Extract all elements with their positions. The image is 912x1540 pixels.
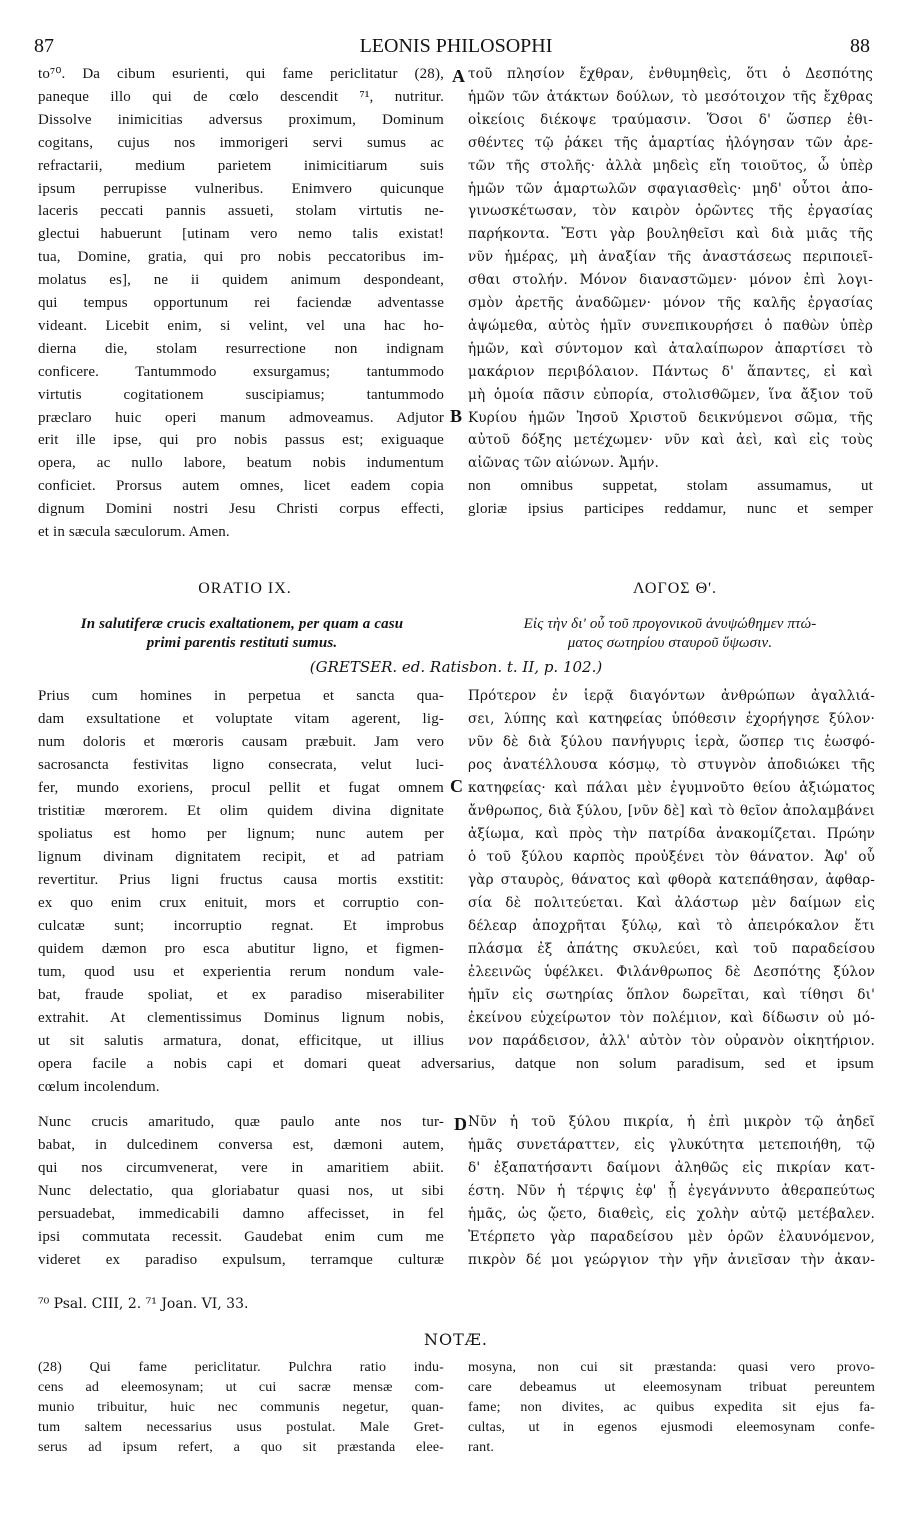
latin-text-line: molatus es], ne ii quidem animum despondeant, — [38, 272, 444, 289]
page-number-left: 87 — [34, 35, 54, 57]
latin-text-line: spoliatus est homo per lignum; nunc autem per — [38, 826, 444, 842]
greek-text-line: ἡμῶν τῶν ἀτάκτων δούλων, τὸ μεσότοιχον τῆς ἔχθρας — [468, 88, 873, 105]
greek-text-line: γὰρ σταυρὸς, θάνατος καὶ φθορὰ κατεπάθησαν, ἀφθαρ- — [468, 872, 875, 888]
greek-text-line: ἄνθρωπος, διὰ ξύλου, [νῦν δὲ] καὶ τὸ θεῖον ἀπολαμβάνει — [468, 803, 875, 819]
margin-mark-a: A — [452, 66, 465, 86]
greek-text-line: ἡμῶν, καὶ σύντομον καὶ ἀταλαίπωρον ἀπαρτίσει τὸ — [468, 340, 873, 357]
latin-text-line: ipsum perrupisse vulneribus. Enimvero quicunque — [38, 180, 444, 197]
greek-text-line: μὴ ὁμοία πᾶσιν εὐπορία, στολισθῶμεν, ἵνα ἄξιον τοῦ — [468, 386, 873, 403]
latin-text-line: extrahit. At clementissimus Dominus lignum nobis, — [38, 1010, 444, 1026]
greek-text-line: σμὸν ἀρετῆς ἀναδῶμεν· μόνον τῆς καλῆς ἐργασίας — [468, 295, 873, 311]
greek-text-line: αἰῶνας τῶν αἰώνων. Ἀμήν. — [468, 455, 659, 472]
greek-text-line: ἀψώμεθα, αὐτὸς ἡμῖν συνεπικουρήσει ὁ παθὼν ὑπὲρ — [468, 317, 873, 334]
latin-text-line: Nunc crucis amaritudo, quæ paulo ante nos tur- — [38, 1114, 444, 1130]
greek-text-line: Ἐτέρπετο γὰρ παραδείσου μὲν ὁρῶν ἐλαυνόμενον, — [468, 1229, 875, 1245]
latin-text-line: opera facile a nobis capi et domari queat adversarius, datque non solum paradisum, sed et ipsum — [38, 1056, 874, 1072]
latin-text-line: babat, in dulcedinem conversa est, dæmoni autem, — [38, 1137, 444, 1153]
greek-text-line: τοῦ πλησίον ἔχθραν, ἐνθυμηθεὶς, ὅτι ὁ Δεσπότης — [468, 66, 873, 82]
latin-text-line: tua, Domine, gratia, qui pro nobis peccatoribus im- — [38, 249, 444, 266]
greek-text-line: αὐτοῦ δόξης μετέχωμεν· νῦν καὶ ἀεὶ, καὶ εἰς τοὺς — [468, 432, 873, 449]
greek-text-line: σθέντες τῷ ῥάκει τῆς ἁμαρτίας ἠλόγησαν τῶν ἀρε- — [468, 134, 873, 151]
latin-text-line: præclaro huic operi manum admoveamus. Adjutor — [38, 409, 444, 426]
latin-text-line: ex quo enim crux enituit, mors et corruptio con- — [38, 895, 444, 911]
note-text-line: munio tribuitur, huic nec communis negetur, quan- — [38, 1400, 444, 1415]
latin-subtitle-line: In salutiferæ crucis exaltationem, per quam a casu — [80, 616, 404, 632]
greek-oration-title: ΛΟΓΟΣ Θ'. — [632, 580, 718, 597]
greek-text-line: ρος ἀνατέλλουσα κόσμῳ, τὸ στυγνὸν ἀποδιώκει τῆς — [468, 757, 875, 773]
latin-text-line: quidem dæmon pro esca abutitur ligno, et figmen- — [38, 941, 444, 957]
latin-text-line: qui nos circumvenerat, vere in amaritiem abiit. — [38, 1160, 444, 1176]
latin-text-line: laceris peccati pannis assueti, stolam virtutis ne- — [38, 203, 444, 220]
greek-text-line: νον παράδεισον, ἀλλ' αὐτὸν τὸν οὐρανὸν οἰκητήριον. — [468, 1033, 875, 1049]
latin-text-line: glectui habuerunt [utinam vero nemo talis existat! — [38, 226, 444, 243]
greek-text-line: γινωσκέτωσαν, τὸν καιρὸν ὁρῶντες τῆς ἐργασίας — [468, 203, 873, 220]
greek-text-line: ἐλεεινῶς ὑφέλκει. Φιλάνθρωπος δὲ Δεσπότης ξύλον — [468, 964, 875, 980]
greek-text-line: μακάριον περιβόλαιον. Πάντως δ' ἅπαντες, εἰ καὶ — [468, 363, 873, 380]
footnotes: ⁷⁰ Psal. CIII, 2. ⁷¹ Joan. VI, 33. — [38, 1296, 249, 1312]
latin-text-line: Prius cum homines in perpetua et sancta qua- — [38, 688, 444, 704]
greek-text-line: πλάσμα ἐξ ἀπάτης σκυλεύει, καὶ τοῦ παραδείσου — [468, 941, 875, 957]
latin-text-line: gloriæ ipsius participes reddamur, nunc et semper — [468, 500, 873, 517]
greek-text-line: δέλεαρ ἀποχρῆται ξύλῳ, καὶ τὸ ἀπειρόκαλον ἔτι — [468, 918, 875, 934]
note-text-line: cens ad eleemosynam; ut cui sacræ mensæ com- — [38, 1380, 444, 1395]
greek-text-line: ἡμῶν τῶν ἁμαρτωλῶν σφαγιασθεὶς· μηδ' οὗτοι ἀπο- — [468, 180, 873, 197]
latin-text-line: dignum Domini nostri Jesu Christi corpus effecti, — [38, 501, 444, 518]
greek-text-line: πικρὸν δέ μοι γεώργιον τὴν γῆν ἀνιεῖσαν τὴν ἀκαν- — [468, 1252, 875, 1268]
note-text-line: fame; non divites, ac quibus expedita sit ejus fa- — [468, 1400, 875, 1415]
running-title: LEONIS PHILOSOPHI — [359, 35, 553, 57]
latin-text-line: et in sæcula sæculorum. Amen. — [38, 524, 230, 540]
latin-text-line: virtutis cogitationem suscipiamus; tantummodo — [38, 386, 444, 403]
latin-text-line: tristitiæ mœrorem. Et olim quidem divina dignitate — [38, 803, 444, 819]
greek-text-line: Πρότερον ἐν ἱερᾷ διαγόντων ἀνθρώπων ἀγαλλιά- — [468, 688, 875, 704]
greek-text-line: ἐκείνου εὐχείρωτον τὸν πολέμιον, καὶ δίδωσιν οὐ μό- — [468, 1010, 875, 1026]
greek-subtitle-line: Εἰς τὴν δι' οὗ τοῦ προγονικοῦ ἀνυψώθημεν πτώ- — [523, 616, 817, 632]
greek-text-line: ἡμᾶς συνετάραττεν, εἰς γλυκύτητα μετεποιήθη, τῷ — [468, 1137, 875, 1153]
note-text-line: (28) Qui fame periclitatur. Pulchra ratio indu- — [38, 1360, 444, 1375]
latin-text-line: opera, ac nullo labore, beatum nobis indumentum — [38, 455, 444, 472]
greek-text-line: νῦν ἡμέρας, μὴ ἀναξίαν τῆς ἀναστάσεως περιποιεῖ- — [468, 249, 873, 266]
greek-text-line: σία δὲ πολιτεύεται. Καὶ ἀλάστωρ μὲν δαίμων εἰς — [468, 895, 875, 911]
greek-text-line: τῶν τῆς στολῆς· ἀλλὰ μηδεὶς εἴη τοιοῦτος, ὦ ὑπὲρ — [468, 157, 873, 174]
greek-text-line: έστη. Νῦν ἡ τέρψις ἐφ' ᾗ ἐγεγάννυτο ἀθεραπεύτως — [468, 1183, 875, 1199]
greek-subtitle-line: ματος σωτηρίου σταυροῦ ὕψωσιν. — [567, 635, 773, 651]
greek-text-line: ὁ τοῦ ξύλου καρπὸς προὐξένει τὸν θάνατον. Ἀφ' οὗ — [468, 849, 875, 865]
latin-text-line: dam exsultatione et voluptate vitam agerent, lig- — [38, 711, 444, 727]
latin-text-line: refractarii, medium parietem inimicitiarum suis — [38, 157, 444, 174]
note-text-line: care debeamus ut eleemosynam tribuat pereuntem — [468, 1380, 875, 1395]
latin-text-line: paneque illo qui de cœlo descendit ⁷¹, nutritur. — [38, 88, 444, 105]
greek-text-line: ἀξίωμα, καὶ πρὸς τὴν πατρίδα ἀνακομίζεται. Πρώην — [468, 826, 875, 842]
greek-text-line: ἡμῖν εἰς σωτηρίας ὅπλον δωρεῖται, καὶ τίθησι δι' — [468, 987, 875, 1003]
greek-text-line: Κυρίου ἡμῶν Ἰησοῦ Χριστοῦ δεικνύμενοι σῶμα, τῆς — [468, 409, 873, 426]
latin-text-line: ut sit salutis armatura, donat, efficitque, ut illius — [38, 1033, 444, 1049]
page-number-right: 88 — [850, 35, 870, 57]
greek-text-line: σθαι στολήν. Μόνον διαναστῶμεν· μόνον ἐπὶ λογι- — [468, 272, 873, 289]
latin-text-line: lignum divinam dignitatem recipit, et ad patriam — [38, 849, 444, 865]
greek-text-line: ἡμᾶς, ὡς ᾤετο, διαθεὶς, εἰς χολὴν αὐτῷ μετέβαλεν. — [468, 1206, 875, 1222]
latin-oration-title: ORATIO IX. — [198, 580, 292, 597]
latin-text-line: sacrosancta festivitas ligno consecrata, velut luci- — [38, 757, 444, 773]
edition-source: (GRETSER. ed. Ratisbon. t. II, p. 102.) — [309, 658, 603, 676]
latin-text-line: bat, fraude spoliat, et ex paradiso miserabiliter — [38, 987, 444, 1003]
note-text-line: serus ad ipsum refert, a quo sit præstanda elee- — [38, 1440, 444, 1455]
greek-text-line: σει, λύπης καὶ κατηφείας ὑπόθεσιν ἐχορήγησε ξύλον· — [468, 711, 875, 727]
greek-text-line: παρήκοντα. Ἔστι γὰρ βουληθεῖσι καὶ διὰ μιᾶς τῆς — [468, 226, 873, 243]
latin-text-line: culcatæ sunt; incorruptio regnat. Et improbus — [38, 918, 444, 934]
latin-text-line: num doloris et mœroris causam præbuit. Jam vero — [38, 734, 444, 750]
greek-text-line: οἰκείοις διέκοψε τραύμασιν. Ὅσοι δ' ὥσπερ ἐθι- — [468, 111, 873, 128]
latin-text-line: fer, mundo exoriens, procul pellit et fugat omnem — [38, 780, 444, 796]
latin-text-line: non omnibus suppetat, stolam assumamus, ut — [468, 478, 873, 494]
latin-text-line: Nunc delectatio, qua gloriabatur quasi nos, ut sibi — [38, 1183, 444, 1199]
latin-text-line: cœlum incolendum. — [38, 1079, 160, 1095]
latin-subtitle-line: primi parentis restituti sumus. — [146, 635, 338, 651]
margin-mark-c: C — [450, 776, 463, 796]
note-text-line: tum saltem necessarius usus postulat. Male Gret- — [38, 1420, 444, 1435]
latin-text-line: videant. Licebit enim, si velint, vel una hac ho- — [38, 317, 444, 334]
greek-text-line: νῦν δὲ διὰ ξύλου πανήγυρις ἱερὰ, ὥσπερ τις ἑωσφό- — [468, 734, 875, 750]
latin-text-line: persuadebat, immedicabili damno affecisset, in fel — [38, 1206, 444, 1222]
notes-heading: NOTÆ. — [424, 1330, 488, 1349]
greek-text-line: κατηφείας· καὶ πάλαι μὲν ἐγυμνοῦτο θείου ἀξιώματος — [468, 780, 875, 796]
margin-mark-b: B — [450, 406, 463, 426]
greek-text-line: δ' ἐξαπατήσαντι δαίμονι ἀληθῶς εἰς πικρίαν κατ- — [468, 1160, 875, 1176]
latin-text-line: videret ex paradiso expulsum, terramque culturæ — [38, 1252, 444, 1268]
latin-text-line: conficere. Tantummodo exsurgamus; tantummodo — [38, 363, 444, 380]
margin-mark-d: D — [454, 1114, 467, 1134]
greek-text-line: Νῦν ἡ τοῦ ξύλου πικρία, ἡ ἐπὶ μικρὸν τῷ ἀηδεῖ — [468, 1114, 875, 1130]
latin-text-line: qui tempus opportunum rei faciendæ adventasse — [38, 295, 444, 311]
note-text-line: rant. — [468, 1440, 495, 1455]
latin-text-line: cogitans, cujus nos immorigeri servi sumus ac — [38, 134, 444, 151]
latin-text-line: dierna die, stolam resurrectione non indignam — [38, 340, 444, 357]
latin-text-line: ipsi commutata recessit. Gaudebat enim cum me — [38, 1229, 444, 1245]
note-text-line: cultas, ut in egenos ejusmodi eleemosynam confe- — [468, 1420, 875, 1435]
note-text-line: mosyna, non cui sit præstanda: quasi vero provo- — [468, 1360, 875, 1375]
latin-text-line: erit ille ipse, qui pro nobis passus est; exiguaque — [38, 432, 444, 449]
latin-text-line: Dissolve inimicitias adversus proximum, Dominum — [38, 111, 444, 128]
latin-text-line: to⁷⁰. Da cibum esurienti, qui fame periclitatur (28), — [38, 66, 444, 82]
latin-text-line: revertitur. Prius ligni fructus causa mortis exstitit: — [38, 872, 444, 888]
latin-text-line: conficiet. Prorsus autem omnes, licet eadem copia — [38, 478, 444, 495]
latin-text-line: tum, quod usu et experientia rerum nondum vale- — [38, 964, 444, 980]
